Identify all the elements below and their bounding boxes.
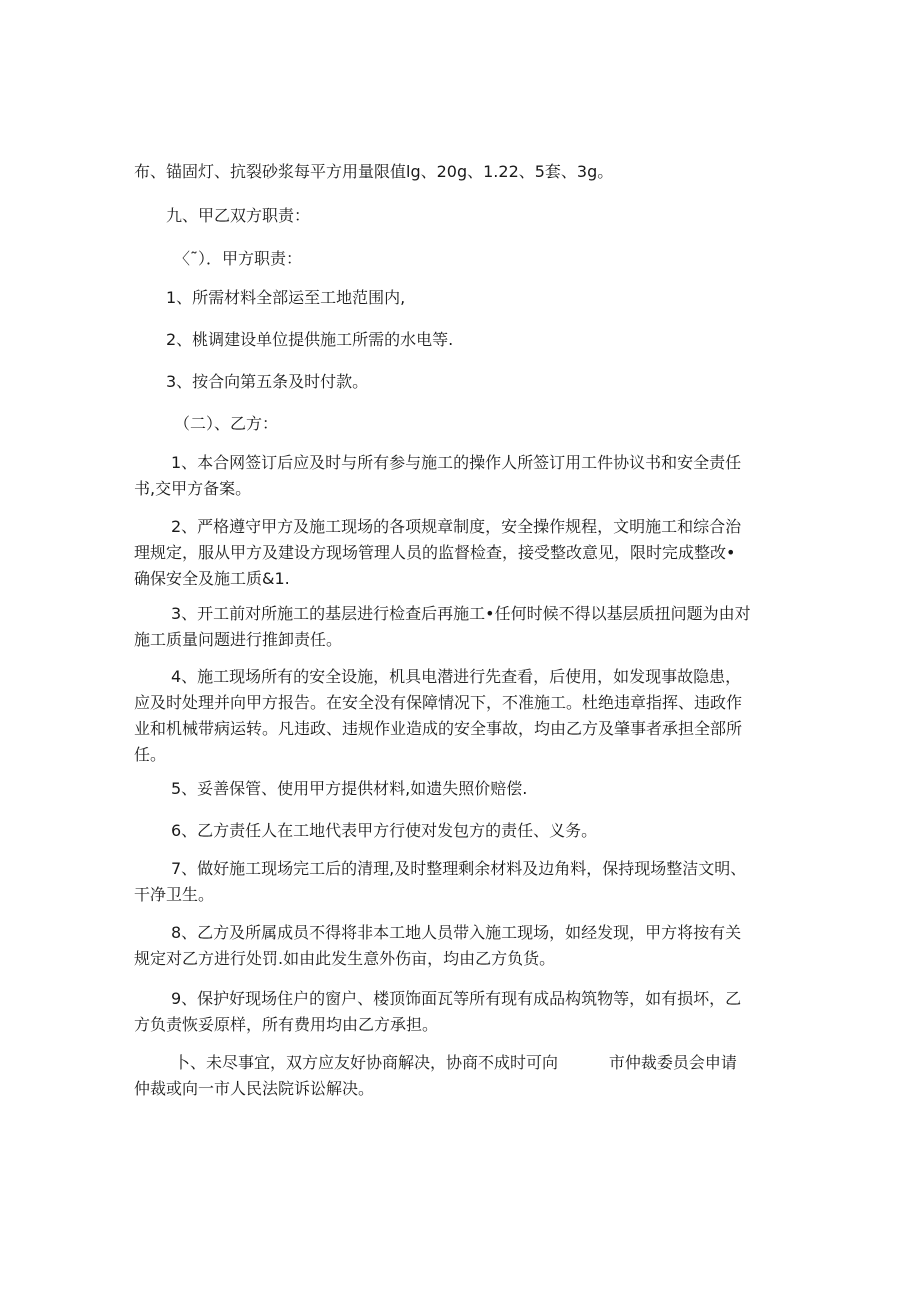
text-line: 书,交甲方备案。: [134, 479, 252, 498]
section-ten-disputes: [134, 1050, 794, 1102]
paragraph-materials-limit: [134, 159, 794, 185]
text-line: 2、桃调建设单位提供施工所需的水电等.: [166, 330, 454, 349]
subheading-party-a: [134, 246, 834, 272]
text-line: 九、甲乙双方职责：: [166, 206, 311, 225]
text-line: 理规定，服从甲方及建设方现场管理人员的监督检查，接受整改意见，限时完成整改•: [134, 543, 736, 562]
party-b-item-3: [134, 601, 794, 653]
text-line: 干净卫生。: [134, 885, 215, 904]
text-line: 4、施工现场所有的安全设施，机具电潜进行先查看，后使用，如发现事故隐患，: [171, 667, 742, 686]
text-line: 施工质量问题进行推卸责任。: [134, 630, 343, 649]
party-a-item-1: [134, 285, 826, 311]
text-line: （二）、乙方：: [174, 414, 279, 433]
text-line: 3、按合向第五条及时付款。: [166, 372, 369, 391]
party-b-item-6: [134, 818, 831, 844]
text-line: 应及时处理并向甲方报告。在安全没有保障情况下，不准施工。杜绝违章指挥、违政作: [134, 693, 743, 712]
text-line: 布、锚固灯、抗裂砂浆每平方用量限值lg、20g、1.22、5套、3g。: [134, 162, 614, 181]
text-line: 1、所需材料全部运至工地范围内,: [166, 288, 406, 307]
subheading-party-b: [134, 411, 834, 437]
text-line: 7、做好施工现场完工后的清理,及时整理剩余材料及边角料，保持现场整洁文明、: [171, 859, 747, 878]
party-a-item-2: [134, 327, 826, 353]
party-b-item-7: [134, 856, 794, 908]
text-line: 8、乙方及所属成员不得将非本工地人员带入施工现场，如经发现，甲方将按有关: [171, 923, 742, 942]
party-b-item-1: [134, 450, 794, 502]
text-line: 9、保护好现场住户的窗户、楼顶饰面瓦等所有现有成品构筑物等，如有损坏，乙: [171, 989, 742, 1008]
text-line: 任。: [134, 745, 167, 764]
text-line: 仲裁或向一市人民法院诉讼解决。: [134, 1079, 375, 1098]
text-line: 业和机械带病运转。凡违政、违规作业造成的安全事故，均由乙方及肇事者承担全部所: [134, 719, 743, 738]
text-line: 方负责恢妥原样，所有费用均由乙方承担。: [134, 1015, 439, 1034]
text-line: 1、本合网签订后应及时与所有参与施工的操作人所签订用工件协议书和安全责任: [171, 453, 742, 472]
text-line: 3、开工前对所施工的基层进行检查后再施工•任何时候不得以基层质扭问题为由对: [171, 604, 751, 623]
text-line: 5、妥善保管、使用甲方提供材料,如遗失照价赔偿.: [171, 779, 528, 798]
text-line: 卜、未尽事宜，双方应友好协商解决，协商不成时可向 市仲裁委员会申请: [174, 1053, 737, 1072]
party-b-item-9: [134, 986, 794, 1038]
section-heading-responsibilities: [134, 203, 826, 229]
party-b-item-8: [134, 920, 794, 972]
text-line: 确保安全及施工质&1.: [134, 569, 290, 588]
text-line: 6、乙方责任人在工地代表甲方行使对发包方的责任、义务。: [171, 821, 598, 840]
party-a-item-3: [134, 369, 826, 395]
party-b-item-4: [134, 664, 794, 768]
party-b-item-2: [134, 514, 794, 592]
party-b-item-5: [134, 776, 831, 802]
text-line: 规定对乙方进行处罚.如由此发生意外伤亩，均由乙方负货。: [134, 949, 556, 968]
text-line: 2、严格遵守甲方及施工现场的各项规章制度，安全操作规程，文明施工和综合治: [171, 517, 742, 536]
text-line: 〈˜）．甲方职责：: [174, 249, 303, 268]
